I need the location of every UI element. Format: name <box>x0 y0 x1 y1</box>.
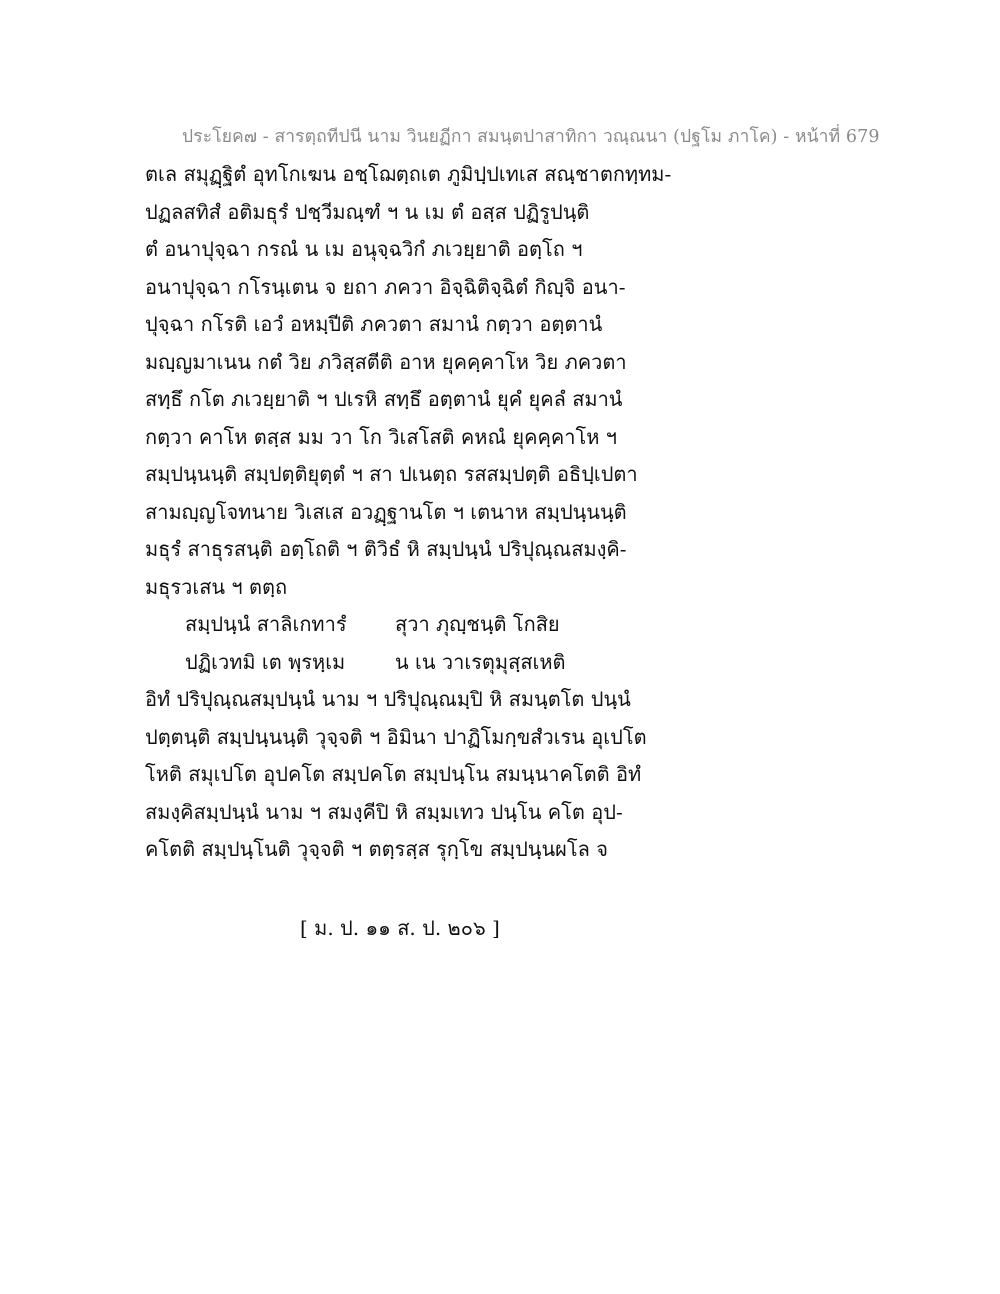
text-line: สามญฺญโจทนาย วิเสเส อวฏฺฐานโต ฯ เตนาห สมฺปนฺนนฺติ <box>145 499 627 524</box>
text-line: ปฏลสทิสํ อติมธุรํ ปชฺวีมณฺฑํ ฯ น เม ตํ อสฺส ปฏิรูปนฺติ <box>145 199 590 224</box>
verse-second-half: สุวา ภุญฺชนฺติ โกสิย <box>395 612 560 636</box>
body-text <box>145 156 685 869</box>
text-line: ตเล สมุฏฺฐิตํ อุทโกเฆน อชฺโฌตฺถเต ภูมิปฺปเทเส สณฺชาตกทฺทม- <box>145 162 672 186</box>
text-line: สทฺธึ กโต ภเวยฺยาติ ฯ ปเรหิ สทฺธึ อตฺตานํ ยุคํ ยุคลํ สมานํ <box>145 387 623 411</box>
text-line: สมฺปนฺนนฺติ สมฺปตฺติยุตฺตํ ฯ สา ปเนตฺถ รสสมฺปตฺติ อธิปฺเปตา <box>145 462 638 486</box>
page-reference-footnote: [ ม. ป. ๑๑ ส. ป. ๒๐๖ ] <box>300 916 500 940</box>
verse-line <box>145 644 685 682</box>
verse-line <box>145 606 685 644</box>
text-line: โหติ สมุเปโต อุปคโต สมฺปคโต สมฺปนฺโน สมนฺนาคโตติ อิทํ <box>145 762 642 786</box>
text-line: อิทํ ปริปุณฺณสมฺปนฺนํ นาม ฯ ปริปุณฺณมฺปิ หิ สมนฺตโต ปนฺนํ <box>145 687 631 711</box>
text-line: สมงฺคิสมฺปนฺนํ นาม ฯ สมงฺคีปิ หิ สมฺมเทว ปนฺโน คโต อุป- <box>145 799 623 824</box>
verse-first-half: ปฏิเวทมิ เต พฺรหฺเม <box>185 649 346 674</box>
text-line: ตํ อนาปุจฺฉา กรณํ น เม อนุจฺฉวิกํ ภเวยฺยาติ อตฺโถ ฯ <box>145 237 583 261</box>
text-line: มธุรํ สาธุรสนฺติ อตฺโถติ ฯ ติวิธํ หิ สมฺปนฺนํ ปริปุณฺณสมงฺคิ- <box>145 537 627 561</box>
text-line: มธุรวเสน ฯ ตตฺถ <box>145 574 288 599</box>
running-header: ประโยค๗ - สารตฺถทีปนี นาม วินยฏีกา สมนฺตปาสาทิกา วณฺณนา (ปฐโม ภาโค) - หน้าที่ 679 <box>182 127 880 147</box>
text-line: มญฺญมาเนน กตํ วิย ภวิสฺสตีติ อาห ยุคคฺคาโห วิย ภควตา <box>145 349 627 374</box>
verse-first-half: สมฺปนฺนํ สาลิเกทารํ <box>185 612 347 636</box>
text-line: อนาปุจฺฉา กโรนฺเตน จ ยถา ภควา อิจฺฉิติจฺฉิตํ กิญฺจิ อนา- <box>145 274 626 299</box>
text-line: ปตฺตนฺติ สมฺปนฺนนฺติ วุจฺจติ ฯ อิมินา ปาฏิโมกฺขสํวเรน อุเปโต <box>145 724 647 749</box>
text-line: ปุจฺฉา กโรติ เอวํ อหมฺปีติ ภควตา สมานํ กตฺวา อตฺตานํ <box>145 312 603 336</box>
text-line: คโตติ สมฺปนฺโนติ วุจฺจติ ฯ ตตฺรสฺส รุกฺโข สมฺปนฺนผโล จ <box>145 837 608 861</box>
verse-second-half: น เน วาเรตุมุสฺสเหติ <box>395 649 566 674</box>
text-line: กตฺวา คาโห ตสฺส มม วา โก วิเสโสติ คหณํ ยุคคฺคาโห ฯ <box>145 424 617 449</box>
